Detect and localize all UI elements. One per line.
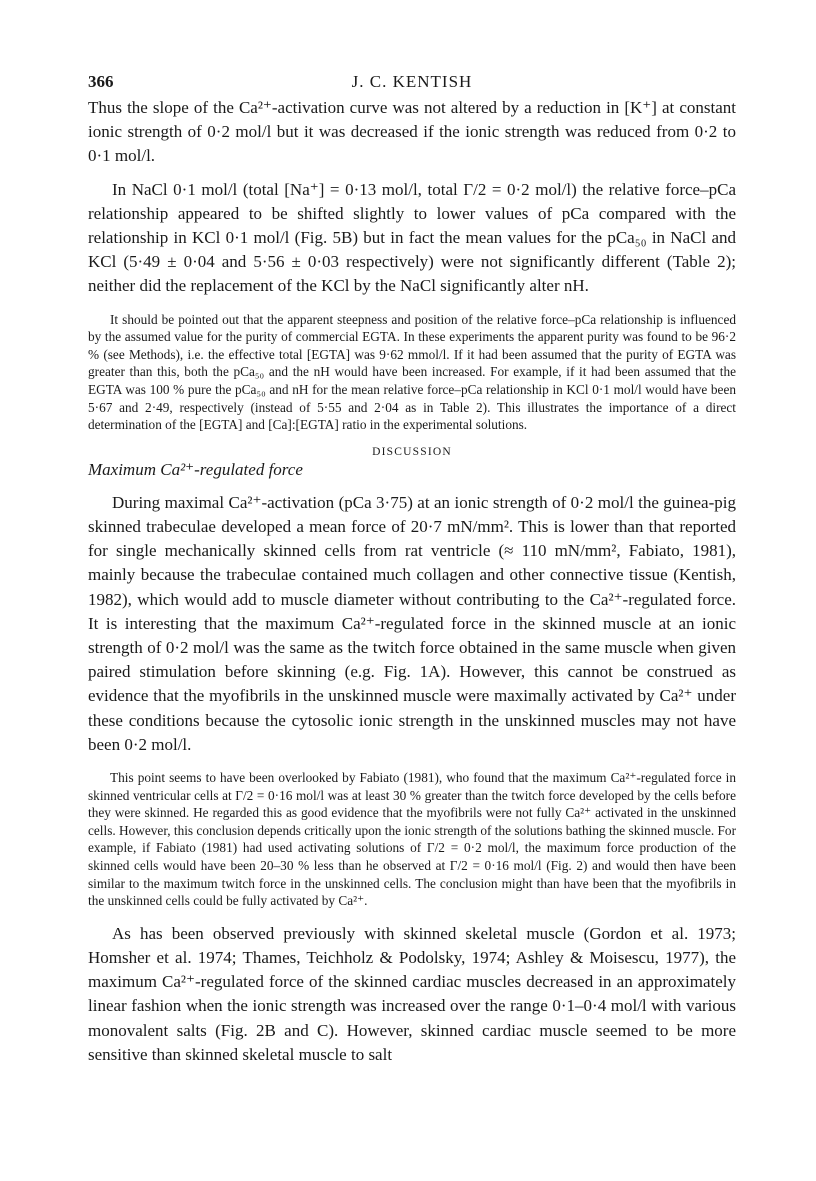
running-head: J. C. KENTISH (351, 72, 473, 91)
discussion-paragraph-1: During maximal Ca²⁺-activation (pCa 3·75) at an ionic strength of 0·2 mol/l the guinea-pig skinned trabeculae developed a mean force of 20·7 mN/mm². This is lower than that reported for single mechanically skinned cells from rat ventricle (≈ 110 mN/mm², Fabiato, 1981), mainly because the trabeculae contained much collagen and other connective tissue (Kentish, 1982), which would add to muscle diameter without contributing to the Ca²⁺-regulated force. It is interesting that the maximum Ca²⁺-regulated force in the skinned muscle at an ionic strength of 0·2 mol/l was the same as the twitch force obtained in the same muscle when given paired stimulation before skinning (e.g. Fig. 1A). However, this cannot be construed as evidence that the myofibrils in the unskinned muscle were maximally activated by Ca²⁺ under these conditions because the cytosolic ionic strength in the unskinned muscles may not have been 0·2 mol/l. (88, 492, 736, 754)
body-paragraph-2: In NaCl 0·1 mol/l (total [Na⁺] = 0·13 mol/l, total Γ/2 = 0·2 mol/l) the relative force–pCa relationship appeared to be shifted slightly to lower values of pCa compared with the relationship in KCl 0·1 mol/l (Fig. 5B) but in fact the mean values for the pCa₅₀ in NaCl and KCl (5·49 ± 0·04 and 5·56 ± 0·03 respectively) were not significantly different (Table 2); neither did the replacement of the KCl by the NaCl significantly alter nH. (88, 179, 736, 296)
section-heading: DISCUSSION (372, 445, 452, 458)
journal-page (88, 68, 736, 1067)
small-print-paragraph-1: It should be pointed out that the apparent steepness and position of the relative force–pCa relationship is influenced by the assumed value for the purity of commercial EGTA. In these experiments the apparent purity was found to be 96·2 % (see Methods), i.e. the effective total [EGTA] was 9·62 mmol/l. If it had been assumed that the purity of EGTA was greater than this, both the pCa₅₀ and the nH would have been increased. For example, if it had been assumed that the EGTA was 100 % pure the pCa₅₀ and nH for the mean relative force–pCa relationship in KCl 0·1 mol/l would have been 5·67 and 2·49, respectively (instead of 5·55 and 2·04 as in Table 2). This illustrates the importance of a direct determination of the [EGTA] and [Ca]:[EGTA] ratio in the experimental solutions. (88, 311, 736, 433)
small-print-paragraph-2: This point seems to have been overlooked by Fabiato (1981), who found that the maximum Ca²⁺-regulated force in skinned ventricular cells at Γ/2 = 0·16 mol/l was at least 30 % greater than the twitch force developed by the cells before they were skinned. He regarded this as good evidence that the myofibrils were not fully Ca²⁺ activated in the unskinned cells. However, this conclusion depends critically upon the ionic strength of the solutions bathing the skinned muscle. For example, if Fabiato (1981) had used activating solutions of Γ/2 = 0·2 mol/l, the maximum force production of the skinned cells would have been 20–30 % less than he observed at Γ/2 = 0·16 mol/l (Fig. 2) and would then have been similar to the maximum twitch force in the unskinned cells. The conclusion might than have been that the myofibrils in the unskinned cells could be fully activated by Ca²⁺. (88, 770, 736, 909)
body-paragraph-1: Thus the slope of the Ca²⁺-activation curve was not altered by a reduction in [K⁺] at constant ionic strength of 0·2 mol/l but it was decreased if the ionic strength was reduced from 0·2 to 0·1 mol/l. (88, 98, 736, 166)
subheading: Maximum Ca²⁺-regulated force (88, 459, 303, 479)
page-number: 366 (88, 72, 114, 91)
discussion-paragraph-2: As has been observed previously with skinned skeletal muscle (Gordon et al. 1973; Homsher et al. 1974; Thames, Teichholz & Podolsky, 1974; Ashley & Moisescu, 1977), the maximum Ca²⁺-regulated force of the skinned cardiac muscles decreased in an approximately linear fashion when the ionic strength was increased over the range 0·1–0·4 mol/l with various monovalent salts (Fig. 2B and C). However, skinned cardiac muscle seemed to be more sensitive than skinned skeletal muscle to salt (88, 923, 736, 1064)
page-header (88, 68, 736, 96)
